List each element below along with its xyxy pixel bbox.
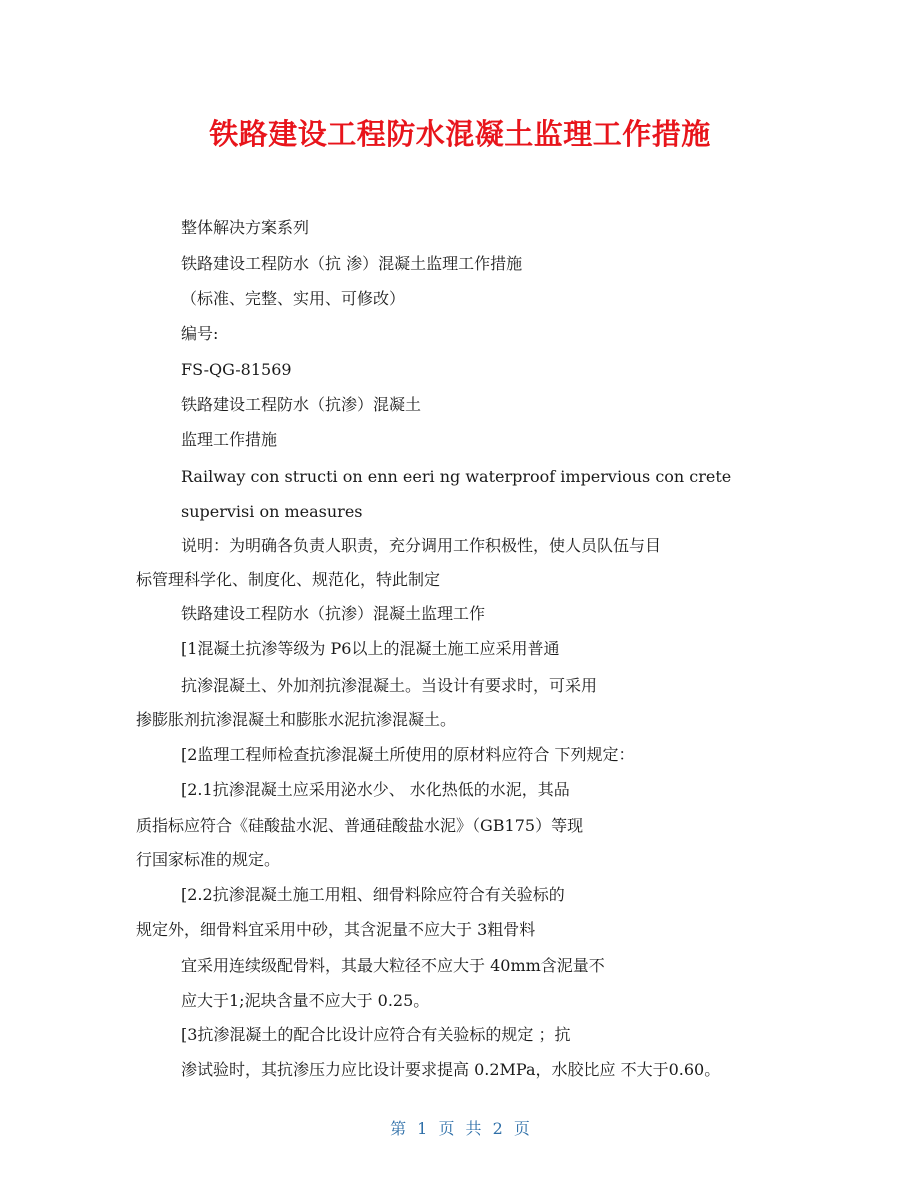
text-line: 铁路建设工程防水（抗 渗）混凝土监理工作措施 (181, 254, 523, 273)
text-line: （标准、完整、实用、可修改） (181, 289, 406, 308)
text-line: 抗渗混凝土、外加剂抗渗混凝土。当设计有要求时，可采用 (181, 676, 598, 695)
text-line: [2.2抗渗混凝土施工用粗、细骨料除应符合有关验标的 (181, 885, 565, 904)
text-line: 掺膨胀剂抗渗混凝土和膨胀水泥抗渗混凝土。 (136, 710, 457, 729)
text-line: 规定外，细骨料宜采用中砂，其含泥量不应大于 3粗骨料 (136, 920, 536, 939)
text-line: 说明：为明确各负责人职责，充分调用工作积极性，使人员队伍与目 (181, 536, 662, 555)
text-line: [2监理工程师检查抗渗混凝土所使用的原材料应符合 下列规定： (181, 745, 635, 764)
english-title-line: supervisi on measures (181, 502, 363, 521)
document-number: FS-QG-81569 (181, 360, 292, 379)
text-line: 铁路建设工程防水（抗渗）混凝土 (181, 395, 422, 414)
text-line: [1混凝土抗渗等级为 P6以上的混凝土施工应采用普通 (181, 639, 560, 658)
text-line: 整体解决方案系列 (181, 218, 310, 237)
text-line: 铁路建设工程防水（抗渗）混凝土监理工作 (181, 604, 486, 623)
document-title: 铁路建设工程防水混凝土监理工作措施 (209, 117, 711, 151)
text-line: [3抗渗混凝土的配合比设计应符合有关验标的规定 ；抗 (181, 1025, 571, 1044)
text-line: 标管理科学化、制度化、规范化，特此制定 (136, 570, 441, 589)
english-title-line: Railway con structi on enn eeri ng waterproof impervious con crete (181, 467, 732, 486)
text-line: 行国家标准的规定。 (136, 850, 281, 869)
page-footer: 第 1 页 共 2 页 (390, 1119, 530, 1138)
text-line: 渗试验时，其抗渗压力应比设计要求提高 0.2MPa，水胶比应 不大于0.60。 (181, 1060, 721, 1079)
text-line: [2.1抗渗混凝土应采用泌水少、 水化热低的水泥，其品 (181, 780, 570, 799)
text-line: 宜采用连续级配骨料，其最大粒径不应大于 40mm含泥量不 (181, 956, 605, 975)
text-line: 质指标应符合《硅酸盐水泥、普通硅酸盐水泥》（GB175）等现 (136, 816, 584, 835)
text-line: 应大于1;泥块含量不应大于 0.25。 (181, 991, 430, 1010)
text-line: 编号: (181, 324, 219, 343)
text-line: 监理工作措施 (181, 430, 278, 449)
